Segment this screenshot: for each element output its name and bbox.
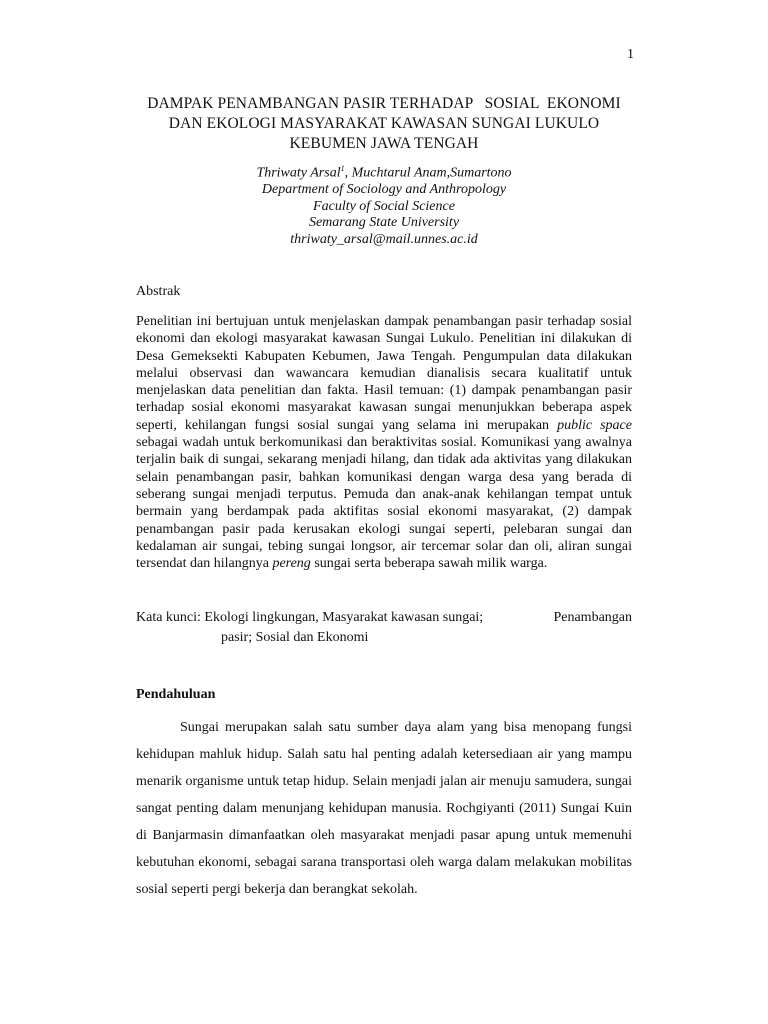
author-email: thriwaty_arsal@mail.unnes.ac.id bbox=[290, 231, 478, 247]
author-names bbox=[120, 161, 648, 182]
author-block bbox=[120, 161, 648, 248]
author-affiliation-marker: 1 bbox=[340, 164, 345, 173]
keywords-label-and-terms: Kata kunci: Ekologi lingkungan, Masyarakat kawasan sungai; bbox=[136, 610, 484, 625]
introduction-paragraph: Sungai merupakan salah satu sumber daya alam yang bisa menopang fungsi kehidupan mahluk hidup. Salah satu hal penting adalah ketersediaan air yang mampu menarik organisme untuk tetap hidup. Selain menjadi jalan air menuju samudera, sungai sangat penting dalam menunjang kehidupan manusia. Rochgiyanti (2011) Sungai Kuin di Banjarmasin dimanfaatkan oleh masyarakat menjadi pasar apung untuk memenuhi kebutuhan ekonomi, sebagai sarana transportasi oleh warga dalam melakukan mobilitas sosial seperti pergi bekerja dan berangkat sekolah. bbox=[136, 720, 632, 897]
coauthors: , Muchtarul Anam,Sumartono bbox=[344, 165, 512, 181]
author-faculty: Faculty of Social Science bbox=[313, 198, 455, 214]
title-line-1: DAMPAK PENAMBANGAN PASIR TERHADAP SOSIAL EKONOMI bbox=[147, 95, 621, 112]
abstract-text-part-1: Penelitian ini bertujuan untuk menjelaskan dampak penambangan pasir terhadap sosial ekonomi dan ekologi masyarakat kawasan Sungai Lukulo. Penelitian ini dilakukan di Desa Gemeksekti Kabupaten Kebumen, Jawa Tengah. Pengumpulan data dilakukan melalui observasi dan wawancara kemudian dianalisis secara kualitatif untuk menjelaskan data penelitian dan fakta. Hasil temuan: (1) dampak penambangan pasir terhadap sosial ekonomi masyarakat kawasan sungai menunjukkan beberapa aspek seperti, kehilangan fungsi sosial sungai yang selama ini merupakan bbox=[136, 314, 632, 433]
abstract-text bbox=[136, 313, 632, 572]
author-department: Department of Sociology and Anthropology bbox=[261, 182, 507, 198]
page-number: 1 bbox=[627, 47, 634, 62]
title-line-3: KEBUMEN JAWA TENGAH bbox=[289, 135, 479, 152]
first-author: Thriwaty Arsal bbox=[256, 165, 341, 181]
keywords-line-1 bbox=[136, 608, 632, 628]
keywords-term-penambangan: Penambangan bbox=[553, 610, 632, 625]
abstract-emphasis-pereng: pereng bbox=[272, 556, 311, 572]
abstract-text-part-2: sebagai wadah untuk berkomunikasi dan beraktivitas sosial. Komunikasi yang awalnya terjalin baik di sungai, sekarang menjadi hilang, dan tidak ada aktivitas yang dilakukan selain penambangan pasir, bahkan komunikasi dengan warga desa yang berada di seberang sungai menjadi terputus. Pemuda dan anak-anak kehilangan tempat untuk bermain yang berdampak pada aktifitas sosial ekonomi masyarakat, (2) dampak penambangan pasir pada kerusakan ekologi sungai seperti, pelebaran sungai dan kedalaman air sungai, tebing sungai longsor, air tercemar solar dan oli, aliran sungai tersendat dan hilangnya bbox=[136, 435, 632, 572]
paper-title bbox=[120, 94, 648, 154]
introduction-heading: Pendahuluan bbox=[136, 687, 216, 702]
title-line-2: DAN EKOLOGI MASYARAKAT KAWASAN SUNGAI LUKULO bbox=[168, 115, 600, 132]
author-university: Semarang State University bbox=[308, 215, 460, 231]
keywords bbox=[136, 608, 632, 648]
abstract-text-part-3: sungai serta beberapa sawah milik warga. bbox=[310, 556, 548, 572]
abstract-emphasis-public-space: public space bbox=[557, 417, 632, 433]
abstract-heading: Abstrak bbox=[136, 284, 181, 299]
keywords-line-2: pasir; Sosial dan Ekonomi bbox=[221, 630, 369, 645]
